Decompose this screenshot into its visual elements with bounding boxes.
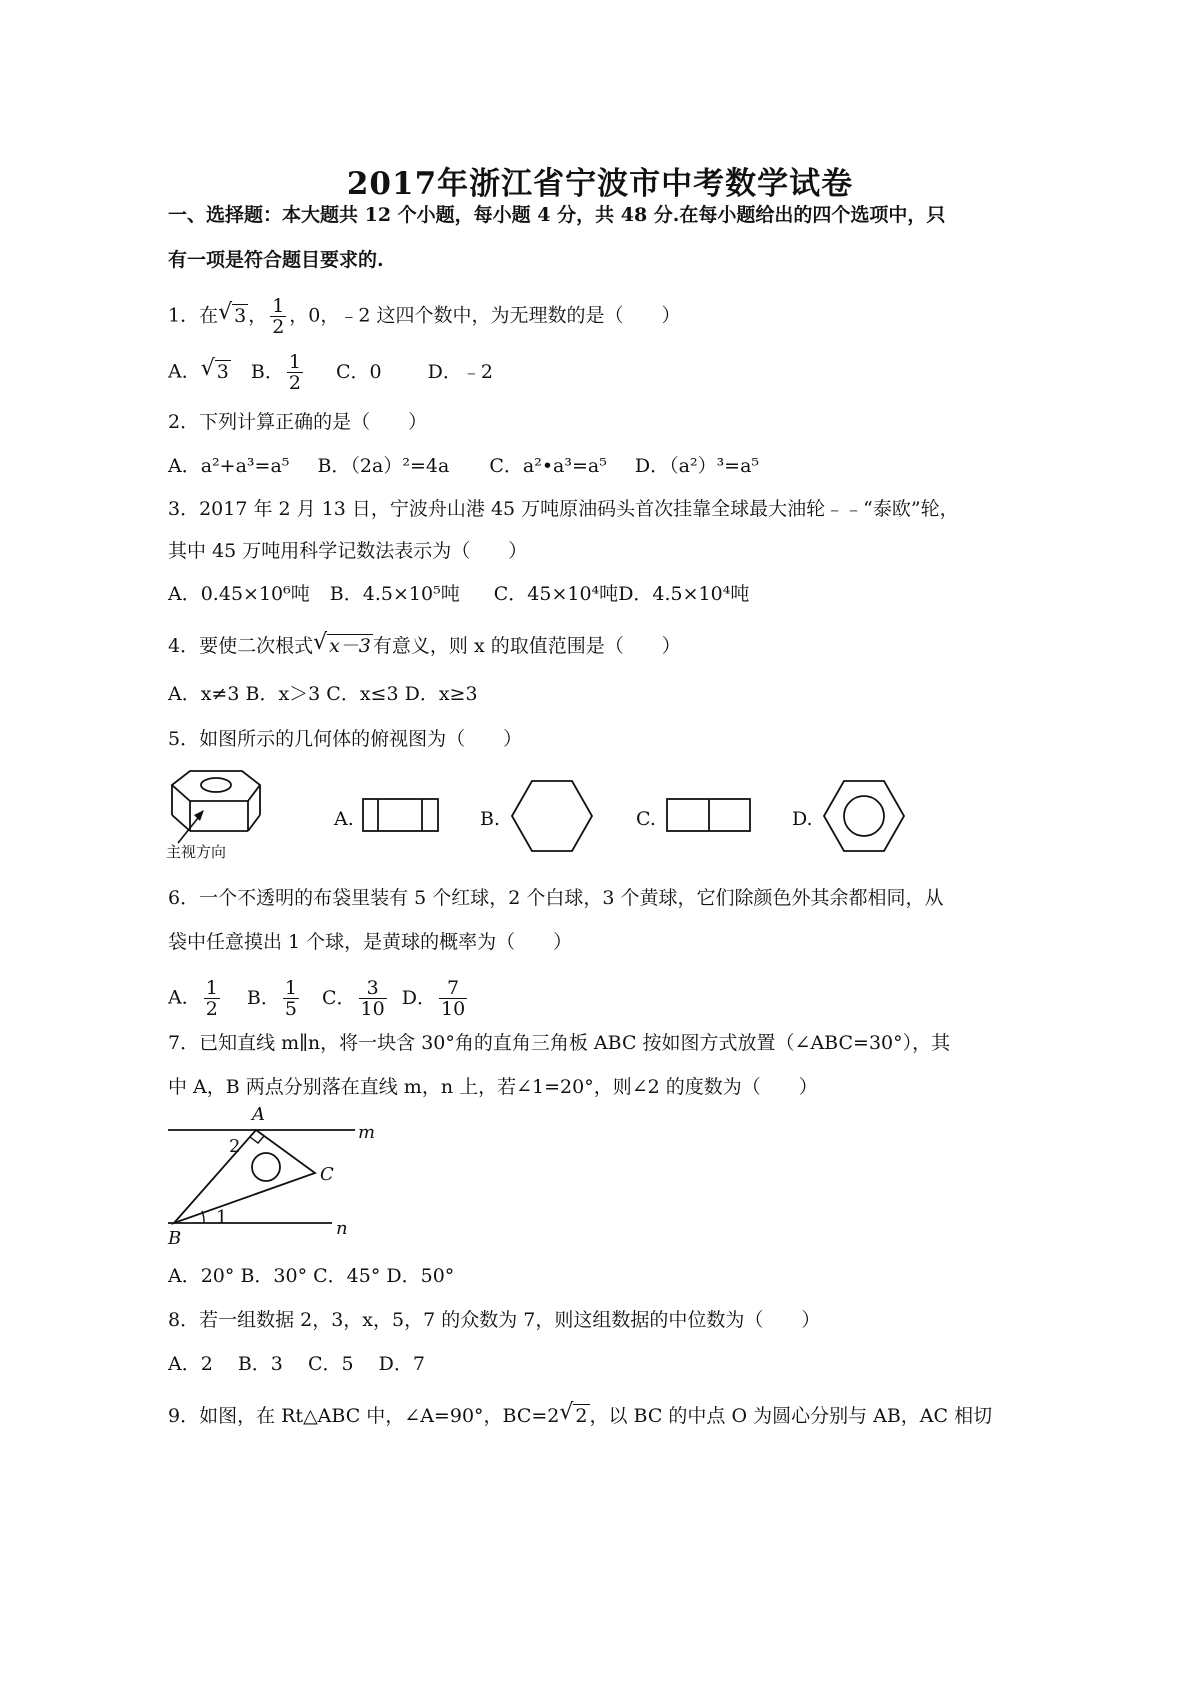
q4-pre: 4．要使二次根式 — [168, 635, 314, 657]
question-7-options: A．20° B．30° C．45° D．50° — [168, 1265, 455, 1287]
q3-d-option: D．4.5×10⁴吨 — [618, 583, 750, 605]
figure-caption: 主视方向 — [166, 843, 227, 861]
q5-option-d-label: D. — [792, 808, 813, 830]
section-heading-line2: 有一项是符合题目要求的. — [168, 249, 384, 271]
q6-c-num: 3 — [359, 978, 387, 999]
question-6-line1: 6．一个不透明的布袋里装有 5 个红球，2 个白球，3 个黄球，它们除颜色外其余都相同，从 — [168, 887, 944, 909]
label-angle-2: 2 — [229, 1136, 241, 1157]
q1-b-den: 2 — [288, 372, 301, 394]
q1-pre: 1．在 — [168, 304, 219, 327]
q6-a-den: 2 — [205, 998, 218, 1020]
question-6-line2: 袋中任意摸出 1 个球，是黄球的概率为（ ） — [168, 931, 573, 953]
label-angle-1: 1 — [216, 1207, 228, 1228]
q6-a-num: 1 — [205, 977, 218, 999]
q2-a-option: A．a²+a³=a⁵ — [168, 455, 290, 477]
q6-d-num: 7 — [439, 978, 467, 999]
q5-option-a-label: A. — [334, 808, 354, 830]
q1-a-radicand: 3 — [216, 360, 229, 383]
q6-b-num: 1 — [284, 977, 297, 999]
question-7-line2: 中 A，B 两点分别落在直线 m，n 上，若∠1=20°，则∠2 的度数为（ ） — [168, 1076, 818, 1098]
q2-b-option: B．（2a）²=4a — [317, 455, 450, 477]
sqrt-symbol: √ 3 — [200, 355, 229, 383]
question-3-line1: 3．2017 年 2 月 13 日，宁波舟山港 45 万吨原油码头首次挂靠全球最大油轮﹣﹣“泰欧”轮， — [168, 498, 959, 520]
q6-b-label: B． — [246, 986, 280, 1009]
q9-radicand: 2 — [575, 1405, 588, 1427]
fraction — [287, 352, 303, 393]
q1-sep: ， — [248, 304, 268, 327]
question-1-stem — [168, 296, 681, 337]
q6-d-den: 10 — [441, 998, 466, 1020]
q5-option-c-label: C. — [636, 808, 656, 830]
q6-d-label: D． — [401, 986, 436, 1009]
question-8-stem: 8．若一组数据 2，3，x，5，7 的众数为 7，则这组数据的中位数为（ ） — [168, 1309, 821, 1331]
fraction — [359, 978, 387, 1019]
page-title: 2017年浙江省宁波市中考数学试卷 — [346, 166, 854, 202]
label-m: m — [358, 1122, 376, 1143]
question-3-line2: 其中 45 万吨用科学记数法表示为（ ） — [168, 540, 528, 562]
q1-radicand: 3 — [234, 304, 247, 327]
q3-c-option: C．45×10⁴吨 — [493, 583, 619, 605]
question-4-stem — [168, 630, 681, 658]
label-C: C — [320, 1164, 334, 1185]
option-c-rect-two — [664, 796, 754, 836]
q1-a-label: A． — [168, 360, 201, 383]
question-8-options: A．2 B．3 C．5 D．7 — [168, 1353, 425, 1375]
q4-post: 有意义，则 x 的取值范围是（ ） — [372, 635, 681, 657]
sqrt-symbol: √ 3 — [218, 299, 247, 327]
question-9-stem — [168, 1400, 993, 1428]
question-2-options — [168, 454, 759, 478]
option-d-hexagon-circle — [820, 776, 908, 856]
question-7-line1: 7．已知直线 m∥n，将一块含 30°角的直角三角板 ABC 按如图方式放置（∠ABC=30°），其 — [168, 1032, 951, 1054]
label-n: n — [336, 1218, 348, 1239]
label-B: B — [168, 1228, 182, 1249]
q2-c-option: C．a²•a³=a⁵ — [489, 455, 607, 477]
q4-radicand: x－3 — [329, 635, 371, 657]
option-a-rect-three — [360, 796, 442, 836]
question-1-options — [168, 352, 493, 393]
label-A: A — [252, 1104, 265, 1125]
fraction — [439, 978, 467, 1019]
q1-c-option: C．0 — [335, 360, 382, 383]
q9-pre: 9．如图，在 Rt△ABC 中，∠A=90°，BC=2 — [168, 1405, 560, 1427]
q6-a-label: A． — [168, 986, 201, 1009]
fraction — [283, 978, 299, 1019]
q6-b-den: 5 — [284, 998, 297, 1020]
question-2-stem: 2．下列计算正确的是（ ） — [168, 411, 428, 433]
q5-option-b-label: B. — [480, 808, 501, 830]
q6-c-label: C． — [321, 986, 356, 1009]
q1-d-option: D．﹣2 — [427, 360, 493, 383]
q2-d-option: D．（a²）³=a⁵ — [634, 455, 760, 477]
sqrt-symbol: √ 2 — [559, 1400, 588, 1427]
fraction — [204, 978, 220, 1019]
q1-b-label: B． — [250, 360, 284, 383]
q3-b-option: B．4.5×10⁵吨 — [329, 583, 460, 605]
q9-post: ，以 BC 的中点 O 为圆心分别与 AB，AC 相切 — [589, 1405, 993, 1427]
question-4-options: A．x≠3 B．x＞3 C．x≤3 D．x≥3 — [168, 683, 478, 705]
q1-frac-num: 1 — [272, 295, 285, 317]
q3-a-option: A．0.45×10⁶吨 — [168, 583, 310, 605]
fraction — [270, 296, 286, 337]
q1-frac-den: 2 — [272, 316, 285, 338]
section-heading-line1: 一、选择题：本大题共 12 个小题，每小题 4 分，共 48 分.在每小题给出的四个选项中，只 — [168, 204, 946, 226]
q1-b-num: 1 — [288, 351, 301, 373]
question-6-options — [168, 978, 470, 1019]
option-b-hexagon — [508, 776, 596, 856]
question-5-stem: 5．如图所示的几何体的俯视图为（ ） — [168, 728, 523, 750]
question-3-options — [168, 582, 749, 606]
sqrt-symbol: √ x－3 — [313, 630, 371, 657]
q1-post: ，0，﹣2 这四个数中，为无理数的是（ ） — [289, 304, 681, 327]
q6-c-den: 10 — [360, 998, 385, 1020]
